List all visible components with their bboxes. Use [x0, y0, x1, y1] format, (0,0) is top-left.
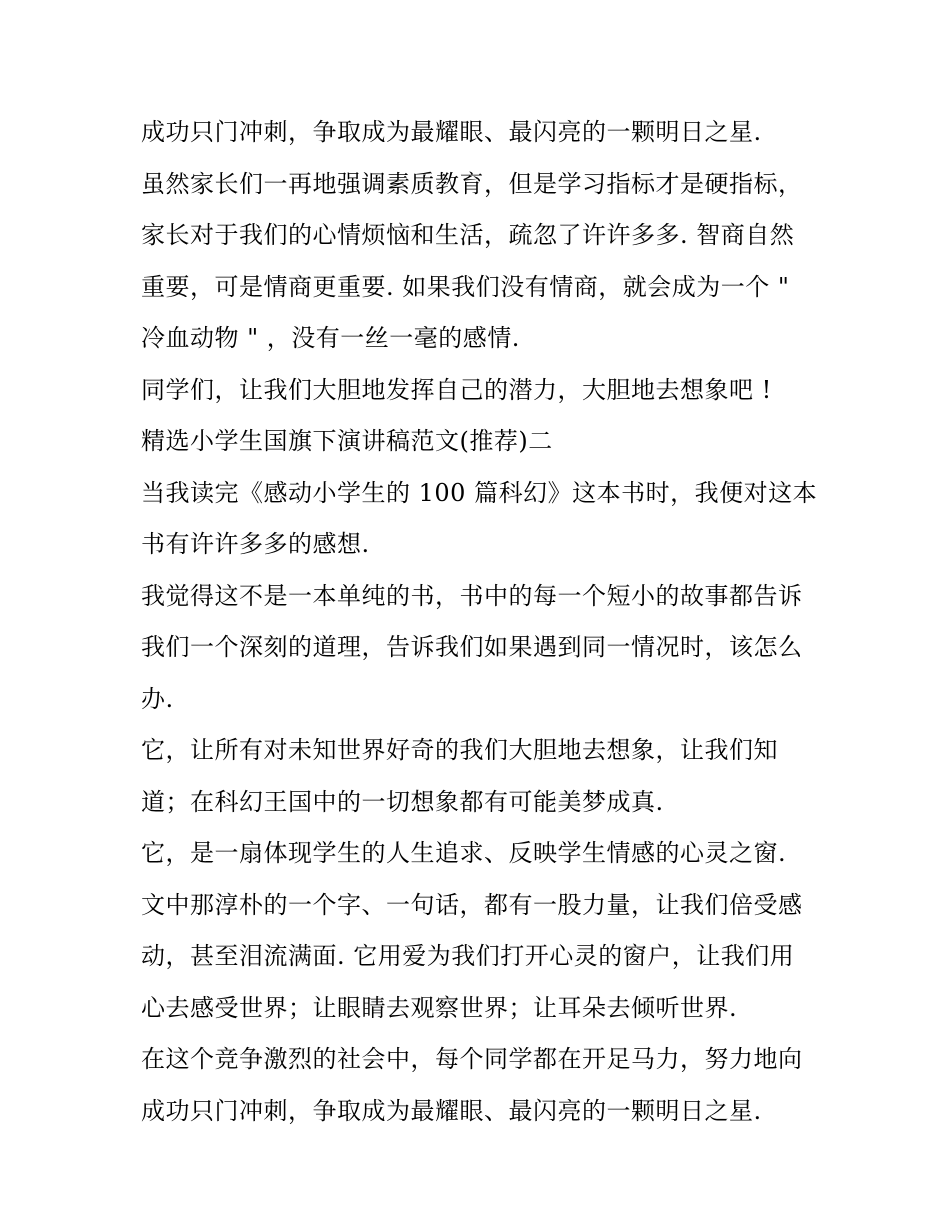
text-line: 冷血动物 " ，没有一丝一毫的感情.: [141, 324, 520, 352]
text-line: 文中那淳朴的一个字、一句话，都有一股力量，让我们倍受感: [141, 890, 803, 919]
text-line: 动，甚至泪流满面. 它用爱为我们打开心灵的窗户，让我们用: [141, 942, 795, 970]
text-line: 它，让所有对未知世界好奇的我们大胆地去想象，让我们知: [141, 736, 778, 764]
text-line: 重要，可是情商更重要. 如果我们没有情商，就会成为一个 ": [141, 272, 790, 301]
text-line: 我们一个深刻的道理，告诉我们如果遇到同一情况时，该怎么: [141, 633, 803, 661]
text-line: 办.: [141, 684, 174, 713]
text-line: 同学们，让我们大胆地发挥自己的潜力，大胆地去想象吧 !: [141, 375, 772, 404]
text-line: 虽然家长们一再地强调素质教育，但是学习指标才是硬指标，: [141, 169, 803, 198]
text-line: 当我读完《感动小学生的 100 篇科幻》这本书时，我便对这本: [141, 478, 818, 507]
text-line: 它，是一扇体现学生的人生追求、反映学生情感的心灵之窗.: [141, 839, 787, 867]
text-line: 家长对于我们的心情烦恼和生活，疏忽了许许多多. 智商自然: [141, 221, 795, 249]
text-line: 道；在科幻王国中的一切想象都有可能美梦成真.: [141, 787, 664, 816]
text-line: 成功只门冲刺，争取成为最耀眼、最闪亮的一颗明日之星.: [141, 1096, 762, 1125]
text-line: 在这个竞争激烈的社会中，每个同学都在开足马力，努力地向: [141, 1045, 803, 1073]
text-line: 我觉得这不是一本单纯的书，书中的每一个短小的故事都告诉: [141, 581, 803, 610]
section-heading: 精选小学生国旗下演讲稿范文(推荐)二: [141, 427, 553, 455]
document-body: [141, 107, 821, 1137]
text-line: 书有许许多多的感想.: [141, 530, 370, 558]
text-line: 心去感受世界；让眼睛去观察世界；让耳朵去倾听世界.: [141, 993, 738, 1022]
text-line: 成功只门冲刺，争取成为最耀眼、最闪亮的一颗明日之星.: [141, 118, 762, 146]
